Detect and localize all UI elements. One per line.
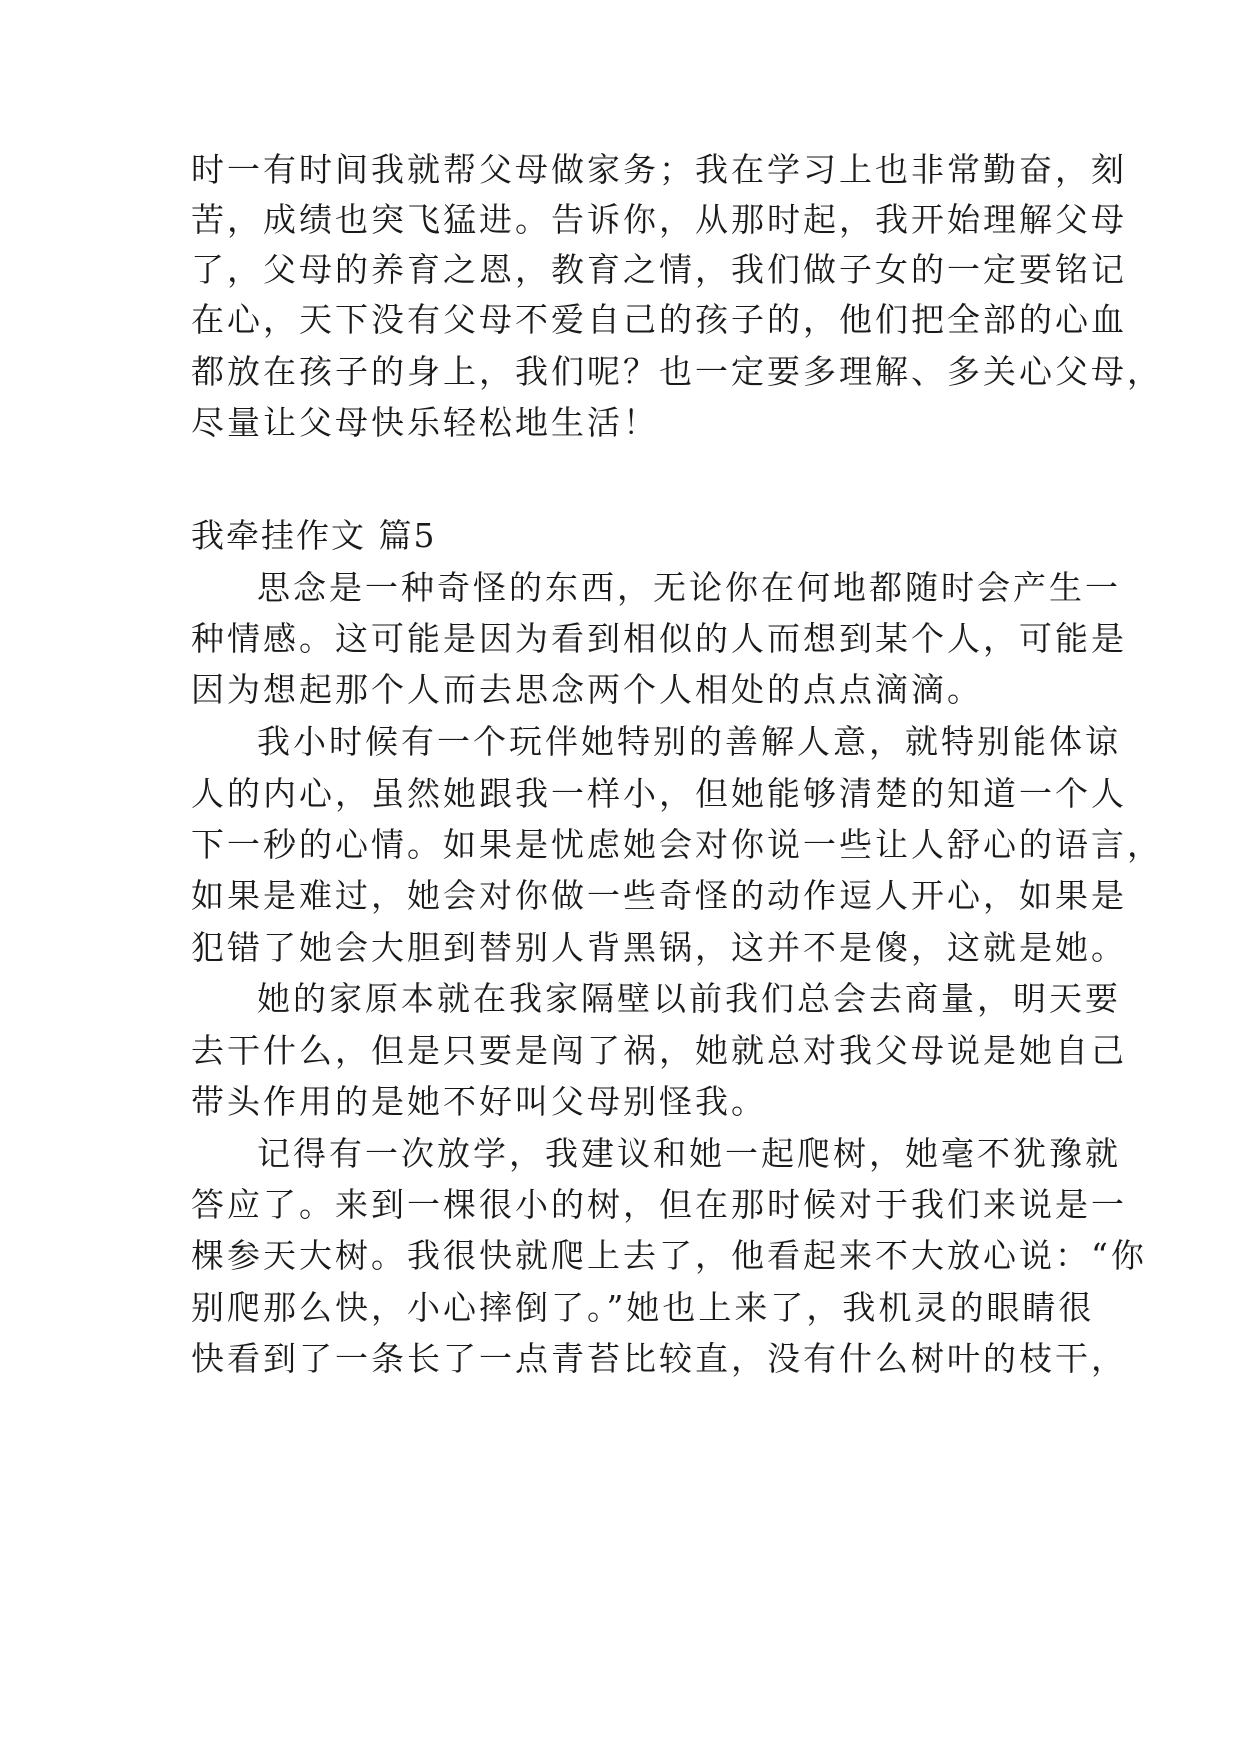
text-line: 别爬那么快，小心摔倒了。”她也上来了，我机灵的眼睛很 — [191, 1288, 1095, 1327]
text-line: 在心，天下没有父母不爱自己的孩子的，他们把全部的心血 — [191, 300, 1127, 339]
text-line: 带头作用的是她不好叫父母别怪我。 — [191, 1082, 767, 1121]
text-line: 她的家原本就在我家隔壁以前我们总会去商量，明天要 — [257, 979, 1121, 1018]
text-line: 记得有一次放学，我建议和她一起爬树，她毫不犹豫就 — [257, 1134, 1121, 1173]
text-line: 种情感。这可能是因为看到相似的人而想到某个人，可能是 — [191, 619, 1127, 658]
text-line: 了，父母的养育之恩，教育之情，我们做子女的一定要铭记 — [191, 250, 1127, 289]
text-line: 苦，成绩也突飞猛进。告诉你，从那时起，我开始理解父母 — [191, 200, 1127, 239]
text-line: 人的内心，虽然她跟我一样小，但她能够清楚的知道一个人 — [191, 774, 1127, 813]
text-line: 答应了。来到一棵很小的树，但在那时候对于我们来说是一 — [191, 1185, 1127, 1224]
text-line: 我小时候有一个玩伴她特别的善解人意，就特别能体谅 — [257, 722, 1121, 761]
text-line: 棵参天大树。我很快就爬上去了，他看起来不大放心说：“你 — [191, 1236, 1147, 1275]
text-line: 思念是一种奇怪的东西，无论你在何地都随时会产生一 — [257, 568, 1121, 607]
text-line: 如果是难过，她会对你做一些奇怪的动作逗人开心，如果是 — [191, 876, 1127, 915]
text-line: 去干什么，但是只要是闯了祸，她就总对我父母说是她自己 — [191, 1031, 1127, 1070]
section-heading: 我牵挂作文 篇5 — [191, 516, 437, 555]
text-line: 下一秒的心情。如果是忧虑她会对你说一些让人舒心的语言， — [191, 825, 1163, 864]
text-line: 犯错了她会大胆到替别人背黑锅，这并不是傻，这就是她。 — [191, 928, 1127, 967]
text-line: 因为想起那个人而去思念两个人相处的点点滴滴。 — [191, 670, 983, 709]
text-line: 尽量让父母快乐轻松地生活！ — [191, 403, 659, 442]
text-line: 快看到了一条长了一点青苔比较直，没有什么树叶的枝干， — [191, 1339, 1127, 1378]
text-line: 时一有时间我就帮父母做家务；我在学习上也非常勤奋，刻 — [191, 150, 1127, 189]
text-line: 都放在孩子的身上，我们呢？也一定要多理解、多关心父母， — [191, 352, 1163, 391]
